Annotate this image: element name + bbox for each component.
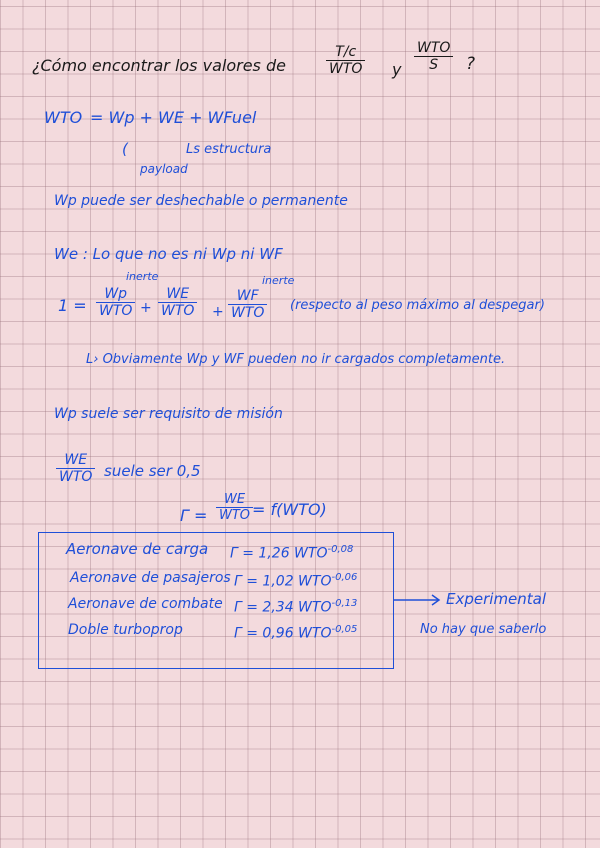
plus-2: + (212, 304, 224, 320)
inerte-label-1: inerte (126, 270, 159, 283)
we-ratio-den: WTO (59, 469, 93, 485)
aircraft-name-2: Aeronave de combate (68, 596, 223, 612)
mission-line: Wp suele ser requisito de misión (54, 406, 283, 422)
term1-num: Wp (96, 286, 135, 303)
aircraft-formula-0-text: Γ = 1,26 WTO (230, 545, 328, 562)
we-ratio-text: suele ser 0,5 (104, 462, 201, 480)
term3-num: WF (228, 288, 267, 305)
we-line: We : Lo que no es ni Wp ni WF (54, 245, 283, 263)
inerte-label-2: inerte (262, 274, 295, 287)
gamma-den: WTO (219, 508, 251, 523)
title-fraction-wing-loading (414, 40, 453, 73)
weight-eq-rhs: = Wp + WE + WFuel (90, 108, 257, 127)
title-fraction-thrust-weight (326, 44, 365, 77)
aircraft-name-3: Doble turboprop (68, 622, 183, 638)
aircraft-formula-1-text: Γ = 1,02 WTO (234, 573, 332, 590)
aircraft-exponent-2: -0,13 (331, 598, 358, 609)
gamma-rhs: = f(WTO) (252, 500, 327, 519)
weight-eq-bracket: ( (122, 140, 128, 158)
side-note-sub: No hay que saberlo (420, 622, 547, 637)
aircraft-formula-2-text: Γ = 2,34 WTO (234, 599, 332, 616)
aircraft-exponent-0: -0,08 (327, 544, 354, 555)
fraction-term-empty (158, 286, 197, 319)
term1-den: WTO (99, 303, 133, 319)
fraction-term-fuel (228, 288, 267, 321)
aircraft-formula-1 (234, 572, 357, 590)
gamma-num: WE (216, 492, 253, 508)
side-note-label: Experimental (446, 590, 547, 608)
fraction-eq-lhs: 1 = (58, 296, 87, 315)
wp-line: Wp puede ser deshechable o permanente (54, 193, 348, 209)
aircraft-name-1: Aeronave de pasajeros (70, 570, 231, 586)
term2-den: WTO (161, 303, 195, 319)
aircraft-name-0: Aeronave de carga (66, 540, 209, 558)
title-frac2-den: S (429, 57, 439, 73)
title-question: ¿Cómo encontrar los valores de (32, 56, 286, 75)
aircraft-exponent-1: -0,06 (331, 572, 358, 583)
gamma-symbol: Γ = (180, 506, 208, 525)
term3-den: WTO (231, 305, 265, 321)
fraction-eq-note: (respecto al peso máximo al despegar) (290, 298, 545, 313)
aircraft-formula-3-text: Γ = 0,96 WTO (234, 625, 332, 642)
title-question-mark: ? (466, 54, 476, 74)
we-ratio-num: WE (56, 452, 95, 469)
weight-eq-struct-note: Ls estructura (186, 142, 272, 157)
aircraft-exponent-3: -0,05 (331, 624, 358, 635)
weight-eq-payload-note: payload (140, 162, 188, 176)
aircraft-formula-0 (230, 544, 353, 562)
title-frac1-den: WTO (329, 61, 363, 77)
we-ratio-fraction (56, 452, 95, 485)
fraction-term-payload (96, 286, 135, 319)
gamma-fraction (216, 492, 253, 523)
title-connector: y (392, 60, 402, 79)
title-frac2-num: WTO (414, 40, 453, 57)
obviamente-line: L› Obviamente Wp y WF pueden no ir cargados completamente. (86, 352, 506, 367)
arrow-right-icon (392, 592, 444, 608)
aircraft-formula-3 (234, 624, 357, 642)
weight-eq-lhs: WTO (44, 108, 83, 127)
aircraft-formula-2 (234, 598, 357, 616)
plus-1: + (140, 300, 152, 316)
term2-num: WE (158, 286, 197, 303)
title-frac1-num: T/c (326, 44, 365, 61)
